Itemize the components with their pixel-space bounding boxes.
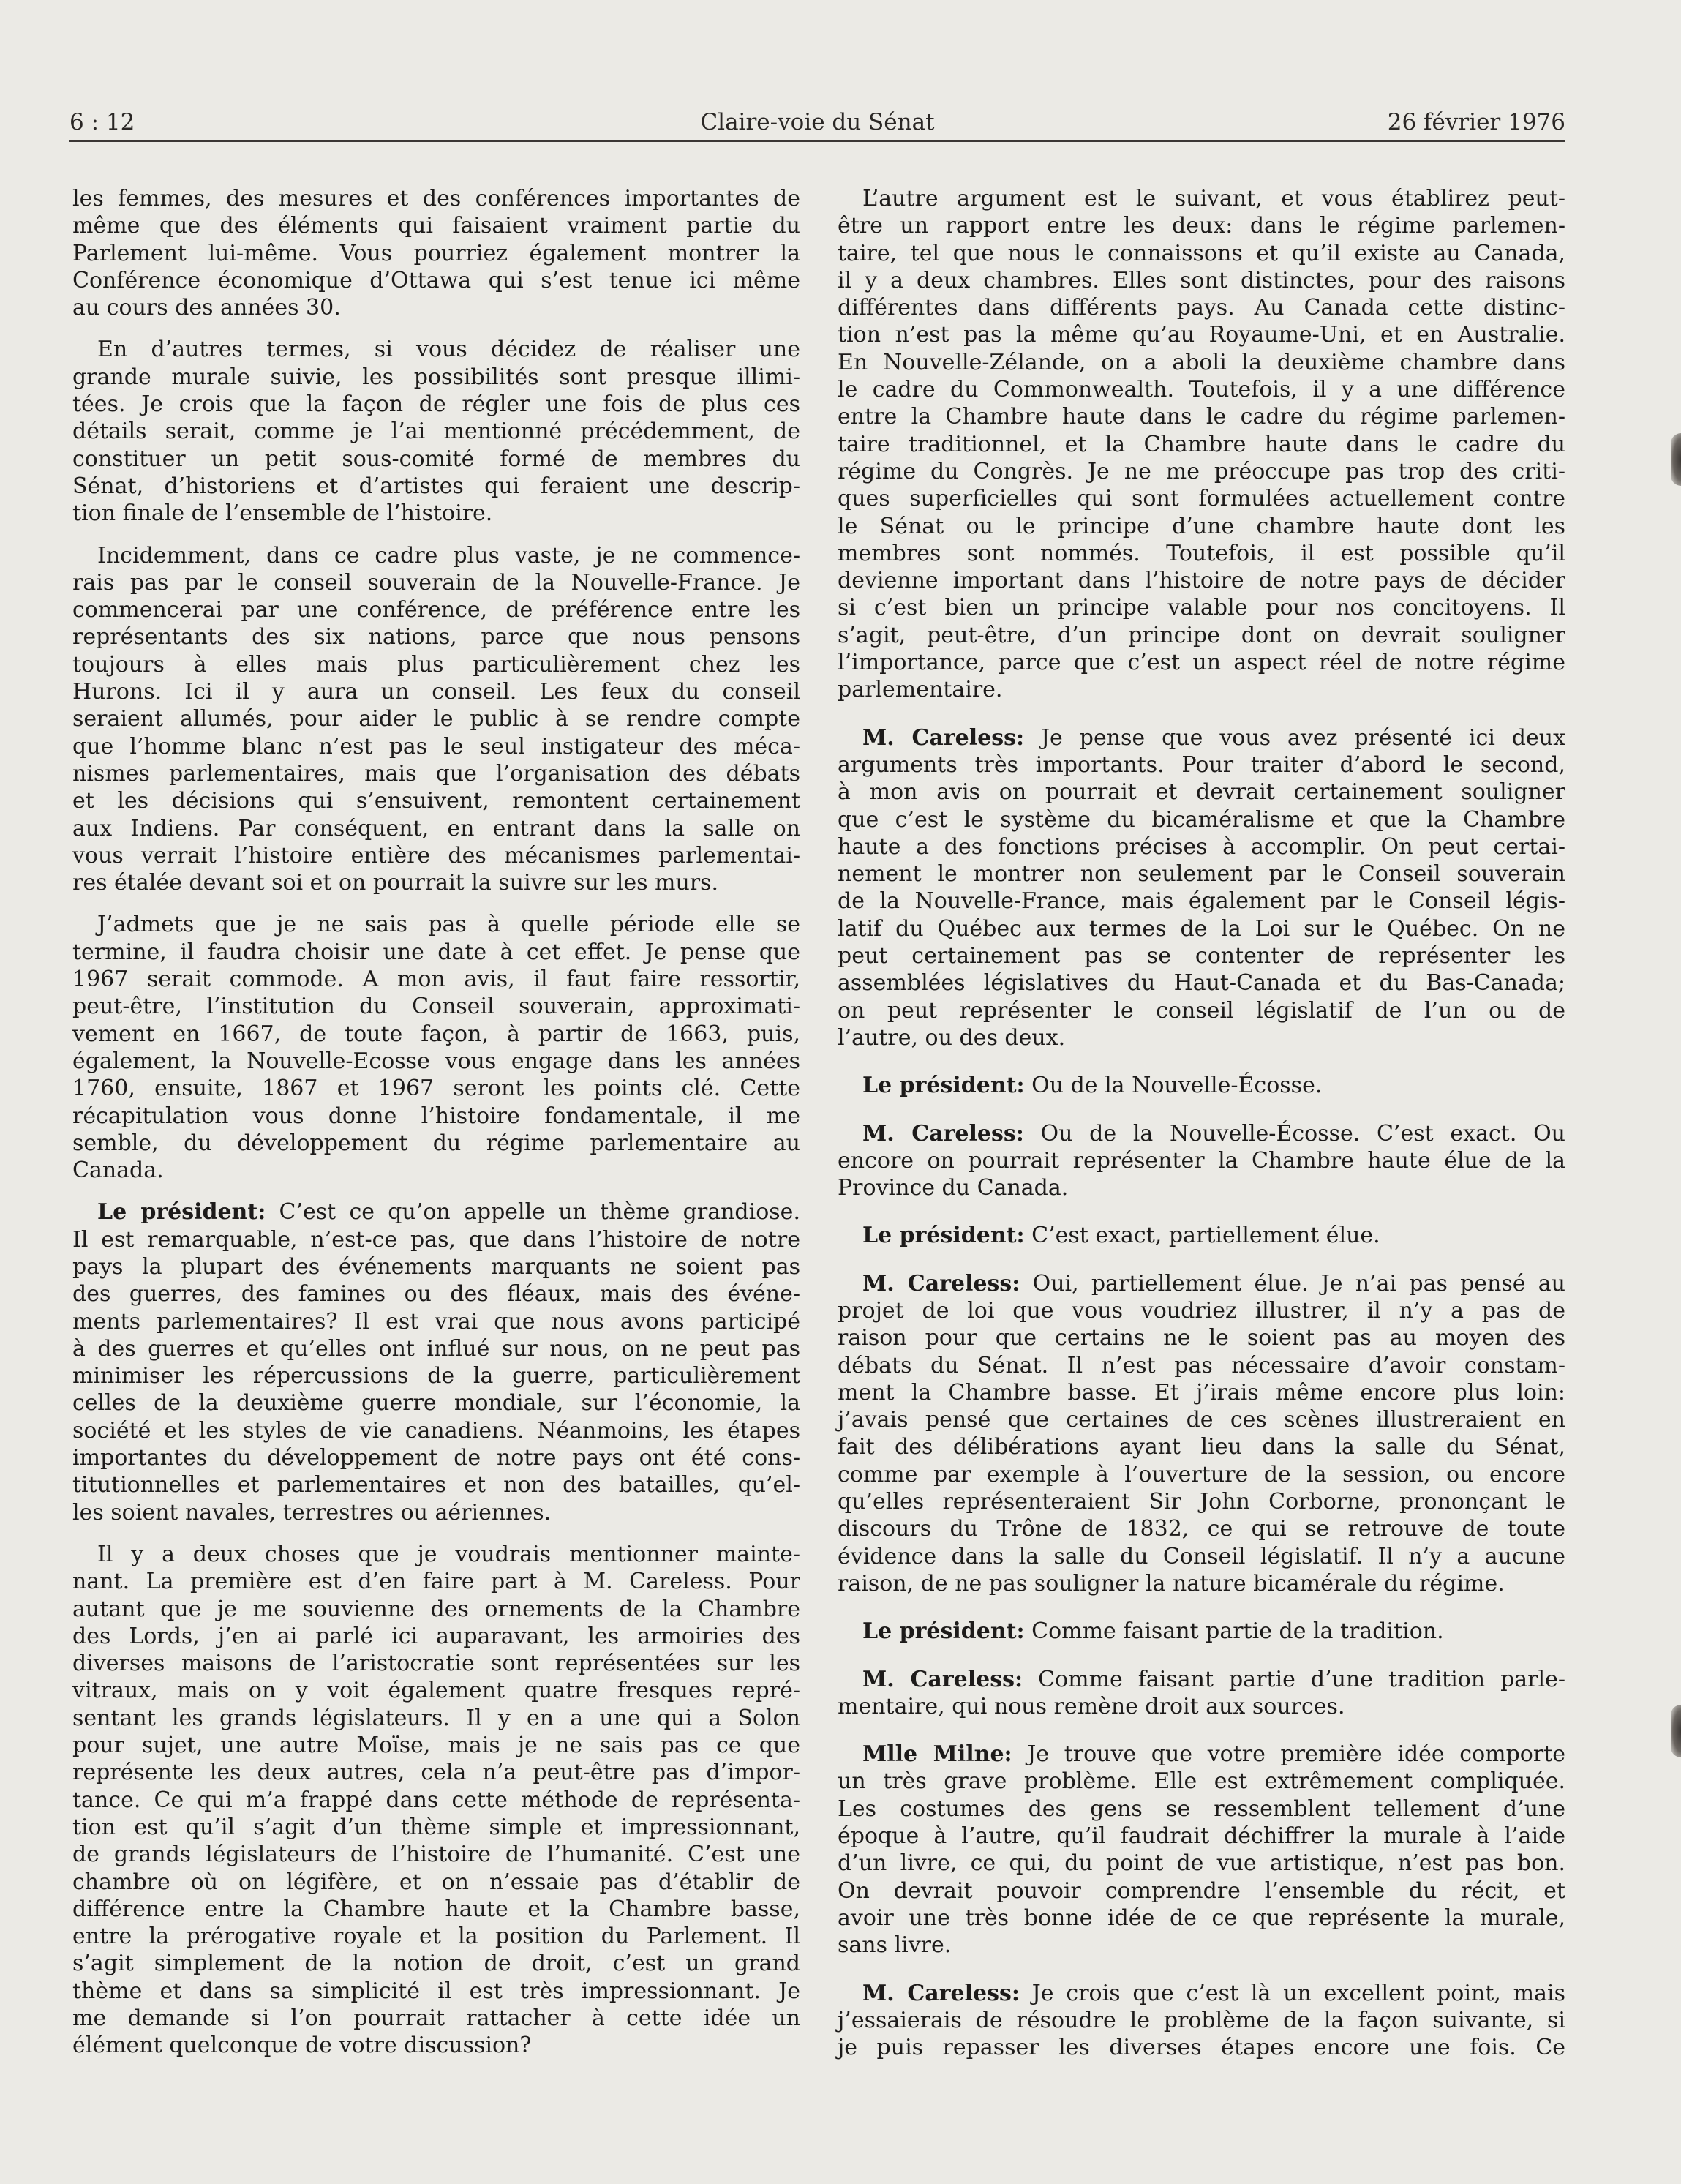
text-line xyxy=(838,267,1565,294)
text-line xyxy=(72,473,800,500)
line-text: J’admets que je ne sais pas à quelle période elle se xyxy=(97,912,800,938)
line-text: de la Nouvelle-France, mais également par le Conseil légis- xyxy=(838,888,1565,915)
text-line xyxy=(72,1732,800,1759)
speaker-name: M. Careless: xyxy=(862,1270,1020,1296)
line-text: tées. Je crois que la façon de régler une fois de plus ces xyxy=(72,391,800,418)
text-line xyxy=(838,1461,1565,1488)
line-text: tion finale de l’ensemble de l’histoire. xyxy=(72,500,493,527)
line-text: ques superficielles qui sont formulées actuellement contre xyxy=(838,486,1565,512)
text-line xyxy=(72,1308,800,1335)
text-line xyxy=(72,1650,800,1677)
text-line xyxy=(838,1379,1565,1406)
text-line xyxy=(72,1157,800,1184)
line-text: tion est qu’il s’agit d’un thème simple et impressionnant, xyxy=(72,1814,800,1840)
text-line xyxy=(838,1147,1565,1174)
text-line xyxy=(838,594,1565,621)
line-text: Je trouve que votre première idée comporte xyxy=(1027,1741,1565,1768)
line-text: les femmes, des mesures et des conférences importantes de xyxy=(72,186,800,211)
line-text: peut-être, l’institution du Conseil souverain, approximati- xyxy=(72,994,800,1020)
text-line xyxy=(838,724,1565,751)
text-line xyxy=(838,1618,1565,1645)
text-line xyxy=(838,1905,1565,1932)
speaker-paragraph xyxy=(838,1222,1565,1249)
line-text: commencerai par une conférence, de préférence entre les xyxy=(72,597,800,623)
line-text: Ou de la Nouvelle-Écosse. C’est exact. Ou xyxy=(1040,1120,1565,1147)
speaker-paragraph xyxy=(838,724,1565,1052)
speaker-name: Le président: xyxy=(862,1223,1025,1249)
page-number: 6 : 12 xyxy=(69,109,135,135)
line-text: débats du Sénat. Il n’est pas nécessaire d’avoir constam- xyxy=(838,1352,1565,1378)
speaker-name: Mlle Milne: xyxy=(862,1741,1012,1768)
line-text: j’essaierais de résoudre le problème de la façon suivante, si xyxy=(838,2007,1565,2033)
text-line xyxy=(838,1174,1565,1201)
line-text: On devrait pouvoir comprendre l’ensemble du récit, et xyxy=(838,1877,1565,1904)
text-line xyxy=(72,418,800,445)
line-text: raison pour que certains ne le soient pas au moyen des xyxy=(838,1325,1565,1351)
line-text: élément quelconque de votre discussion? xyxy=(72,2033,532,2059)
line-text: chambre où on légifère, et on n’essaie pas d’établir de xyxy=(72,1869,800,1895)
text-line xyxy=(72,787,800,814)
text-line xyxy=(72,185,800,212)
line-text: Il y a deux choses que je voudrais mentionner mainte- xyxy=(97,1541,800,1567)
line-text: Parlement lui-même. Vous pourriez également montrer la xyxy=(72,240,800,266)
line-text: encore on pourrait représenter la Chambre haute élue de la xyxy=(838,1147,1565,1174)
text-line xyxy=(72,651,800,678)
text-line xyxy=(72,2032,800,2059)
line-text: vitraux, mais on y voit également quatre fresques repré- xyxy=(72,1678,800,1704)
text-line xyxy=(838,1980,1565,2007)
text-line xyxy=(72,623,800,650)
text-line xyxy=(72,1280,800,1307)
text-line xyxy=(72,1869,800,1896)
text-line xyxy=(838,806,1565,833)
line-text: le cadre du Commonwealth. Toutefois, il y a une différence xyxy=(838,377,1565,403)
text-line xyxy=(838,1877,1565,1905)
line-text: En d’autres termes, si vous décidez de réaliser une xyxy=(97,337,800,363)
text-line xyxy=(838,212,1565,239)
line-text: seraient allumés, pour aider le public à se rendre compte xyxy=(72,706,800,732)
text-line xyxy=(72,1623,800,1650)
line-text: évidence dans la salle du Conseil législatif. Il n’y a aucune xyxy=(838,1543,1565,1569)
text-line xyxy=(72,705,800,732)
line-text: Comme faisant partie de la tradition. xyxy=(1031,1618,1444,1645)
text-line xyxy=(72,1048,800,1075)
line-text: me demande si l’on pourrait rattacher à cette idée un xyxy=(72,2005,800,2031)
text-line xyxy=(72,733,800,760)
text-line xyxy=(838,431,1565,458)
text-line xyxy=(838,1932,1565,1959)
text-line xyxy=(72,842,800,869)
line-text: détails serait, comme je l’ai mentionné précédemment, de xyxy=(72,419,800,445)
text-line xyxy=(838,1850,1565,1877)
line-text: qu’elles représenteraient Sir John Corborne, prononçant le xyxy=(838,1489,1565,1515)
line-text: pour sujet, une autre Moïse, mais je ne sais pas ce que xyxy=(72,1733,800,1759)
publication-title: Claire-voie du Sénat xyxy=(700,109,935,135)
text-line xyxy=(72,212,800,239)
text-line xyxy=(72,1978,800,2005)
line-text: également, la Nouvelle-Ecosse vous engage dans les années xyxy=(72,1048,800,1074)
text-line xyxy=(72,500,800,527)
line-text: ments parlementaires? Il est vrai que nous avons participé xyxy=(72,1308,800,1335)
text-line xyxy=(72,1705,800,1732)
line-text: il y a deux chambres. Elles sont distinctes, pour des raisons xyxy=(838,267,1565,293)
speaker-paragraph xyxy=(72,1198,800,1526)
line-text: taire, tel que nous le connaissons et qu’il existe au Canada, xyxy=(838,240,1565,266)
line-text: 1760, ensuite, 1867 et 1967 seront les points clé. Cette xyxy=(72,1076,800,1102)
line-text: s’agit, peut-être, d’un principe dont on devrait souligner xyxy=(838,622,1565,648)
text-line xyxy=(838,485,1565,512)
text-line xyxy=(72,294,800,321)
text-line xyxy=(838,1324,1565,1351)
text-line xyxy=(838,1741,1565,1768)
text-line xyxy=(72,815,800,842)
binding-shadow-mark xyxy=(1671,1705,1681,1757)
text-line xyxy=(72,1596,800,1623)
text-line xyxy=(72,1896,800,1923)
text-line xyxy=(72,1417,800,1444)
line-text: si c’est bien un principe valable pour nos concitoyens. Il xyxy=(838,595,1565,621)
line-text: Sénat, d’historiens et d’artistes qui feraient une descrip- xyxy=(72,473,800,499)
line-text: et les décisions qui s’ensuivent, remontent certainement xyxy=(72,788,800,814)
text-line xyxy=(838,1488,1565,1515)
text-line xyxy=(72,1499,800,1526)
line-text: res étalée devant soi et on pourrait la suivre sur les murs. xyxy=(72,870,719,896)
line-text: En Nouvelle-Zélande, on a aboli la deuxième chambre dans xyxy=(838,349,1565,375)
speaker-name: Le président: xyxy=(862,1073,1025,1099)
line-text: constituer un petit sous-comité formé de membres du xyxy=(72,446,800,472)
text-line xyxy=(838,1693,1565,1720)
text-line xyxy=(72,911,800,938)
issue-date: 26 février 1976 xyxy=(1387,109,1565,135)
line-text: Ou de la Nouvelle-Écosse. xyxy=(1031,1073,1323,1099)
text-line xyxy=(72,2005,800,2032)
text-line xyxy=(72,1444,800,1471)
text-line xyxy=(72,1253,800,1280)
line-text: ment la Chambre basse. Et j’irais même encore plus loin: xyxy=(838,1379,1565,1406)
text-line xyxy=(72,993,800,1020)
line-text: titutionnelles et parlementaires et non des batailles, qu’el- xyxy=(72,1472,800,1498)
line-text: rais pas par le conseil souverain de la Nouvelle-France. Je xyxy=(72,569,800,596)
text-line xyxy=(72,1950,800,1977)
text-line xyxy=(72,1362,800,1389)
text-line xyxy=(838,294,1565,321)
line-text: tion n’est pas la même qu’au Royaume-Uni, et en Australie. xyxy=(838,322,1565,348)
line-text: des guerres, des famines ou des fléaux, mais des événe- xyxy=(72,1281,800,1307)
text-line xyxy=(838,1515,1565,1542)
line-text: nant. La première est d’en faire part à M. Careless. Pour xyxy=(72,1569,800,1595)
line-text: taire traditionnel, et la Chambre haute dans le cadre du xyxy=(838,431,1565,457)
line-text: au cours des années 30. xyxy=(72,295,341,321)
text-line xyxy=(838,1222,1565,1249)
text-line xyxy=(72,1923,800,1950)
speaker-paragraph xyxy=(838,1618,1565,1645)
line-text: Oui, partiellement élue. Je n’ai pas pensé au xyxy=(1032,1270,1565,1296)
line-text: Canada. xyxy=(72,1157,164,1184)
text-line xyxy=(72,1814,800,1841)
text-line xyxy=(838,1795,1565,1823)
text-line xyxy=(838,649,1565,676)
text-line xyxy=(838,1433,1565,1460)
text-line xyxy=(838,376,1565,403)
text-line xyxy=(72,596,800,623)
text-line xyxy=(838,915,1565,942)
text-line xyxy=(838,321,1565,348)
text-line xyxy=(72,240,800,267)
line-text: diverses maisons de l’aristocratie sont représentées sur les xyxy=(72,1651,800,1677)
line-text: autant que je me souvienne des ornements de la Chambre xyxy=(72,1596,800,1622)
text-line xyxy=(838,1823,1565,1850)
line-text: sans livre. xyxy=(838,1932,952,1959)
running-header xyxy=(69,109,1565,135)
text-line xyxy=(72,1759,800,1786)
text-line xyxy=(838,860,1565,888)
line-text: C’est ce qu’on appelle un thème grandiose. xyxy=(279,1199,800,1226)
speaker-paragraph xyxy=(838,1120,1565,1202)
text-line xyxy=(838,833,1565,860)
line-text: sentant les grands législateurs. Il y en a une qui a Solon xyxy=(72,1705,800,1731)
paragraph xyxy=(72,1541,800,2060)
text-line xyxy=(72,1541,800,1568)
paragraph xyxy=(72,911,800,1184)
line-text: importantes du développement de notre pays ont été cons- xyxy=(72,1445,800,1471)
text-line xyxy=(838,1666,1565,1693)
text-line xyxy=(838,1120,1565,1147)
text-line xyxy=(72,1787,800,1814)
speaker-paragraph xyxy=(838,1741,1565,1959)
text-line xyxy=(838,2007,1565,2034)
text-line xyxy=(72,1103,800,1130)
text-line xyxy=(72,1198,800,1226)
text-line xyxy=(72,336,800,363)
text-line xyxy=(72,1841,800,1868)
binding-shadow-mark xyxy=(1671,433,1681,486)
text-line xyxy=(838,240,1565,267)
speaker-name: M. Careless: xyxy=(862,1666,1023,1692)
line-text: à mon avis on pourrait et devrait certainement souligner xyxy=(838,779,1565,806)
line-text: 1967 serait commode. A mon avis, il faut faire ressortir, xyxy=(72,967,800,993)
text-line xyxy=(72,267,800,294)
paragraph xyxy=(72,542,800,897)
text-line xyxy=(72,1075,800,1102)
line-text: discours du Trône de 1832, ce qui se retrouve de toute xyxy=(838,1516,1565,1542)
text-line xyxy=(838,567,1565,594)
text-line xyxy=(838,1543,1565,1570)
text-line xyxy=(72,446,800,473)
line-text: Conférence économique d’Ottawa qui s’est tenue ici même xyxy=(72,267,800,293)
line-text: thème et dans sa simplicité il est très impressionnant. Je xyxy=(72,1978,800,2004)
line-text: toujours à elles mais plus particulièrement chez les xyxy=(72,651,800,678)
line-text: vous verrait l’histoire entière des mécanismes parlementai- xyxy=(72,842,800,868)
text-line xyxy=(72,939,800,966)
line-text: même que des éléments qui faisaient vraiment partie du xyxy=(72,213,800,239)
line-text: l’autre, ou des deux. xyxy=(838,1024,1066,1051)
text-line xyxy=(72,869,800,896)
line-text: Hurons. Ici il y aura un conseil. Les feux du conseil xyxy=(72,679,800,705)
line-text: les soient navales, terrestres ou aériennes. xyxy=(72,1499,552,1526)
paragraph xyxy=(72,185,800,321)
text-line xyxy=(838,622,1565,649)
text-line xyxy=(72,966,800,993)
line-text: nismes parlementaires, mais que l’organisation des débats xyxy=(72,760,800,787)
line-text: différentes dans différents pays. Au Canada cette distinc- xyxy=(838,295,1565,321)
line-text: Les costumes des gens se ressemblent tellement d’une xyxy=(838,1795,1565,1822)
speaker-name: Le président: xyxy=(862,1618,1025,1645)
line-text: société et les styles de vie canadiens. Néanmoins, les étapes xyxy=(72,1417,800,1444)
line-text: celles de la deuxième guerre mondiale, sur l’économie, la xyxy=(72,1390,800,1416)
line-text: mentaire, qui nous remène droit aux sources. xyxy=(838,1693,1345,1719)
line-text: membres sont nommés. Toutefois, il est possible qu’il xyxy=(838,540,1565,566)
line-text: assemblées législatives du Haut-Canada et du Bas-Canada; xyxy=(838,970,1565,997)
line-text: époque à l’autre, qu’il faudrait déchiffrer la murale à l’aide xyxy=(838,1823,1565,1850)
text-line xyxy=(838,1570,1565,1597)
text-line xyxy=(838,513,1565,540)
line-text: arguments très importants. Pour traiter d’abord le second, xyxy=(838,751,1565,778)
text-line xyxy=(838,997,1565,1024)
line-text: nement le montrer non seulement par le Conseil souverain xyxy=(838,861,1565,888)
line-text: raison, de ne pas souligner la nature bicamérale du régime. xyxy=(838,1570,1505,1596)
line-text: Comme faisant partie d’une tradition parle- xyxy=(1038,1666,1565,1692)
text-line xyxy=(72,1226,800,1253)
text-line xyxy=(72,1021,800,1048)
line-text: représente les deux autres, cela n’a peut-être pas d’impor- xyxy=(72,1760,800,1786)
speaker-name: M. Careless: xyxy=(862,724,1025,751)
text-line xyxy=(838,2034,1565,2061)
speaker-paragraph xyxy=(838,1270,1565,1598)
speaker-name: Le président: xyxy=(97,1199,266,1226)
text-line xyxy=(72,1389,800,1416)
line-text: de grands législateurs de l’histoire de l’humanité. C’est une xyxy=(72,1842,800,1868)
line-text: grande murale suivie, les possibilités sont presque illimi- xyxy=(72,364,800,390)
text-line xyxy=(838,888,1565,915)
line-text: peut certainement pas se contenter de représenter les xyxy=(838,943,1565,969)
line-text: Je crois que c’est là un excellent point, mais xyxy=(1031,1980,1565,2006)
line-text: j’avais pensé que certaines de ces scènes illustreraient en xyxy=(838,1407,1565,1433)
line-text: représentants des six nations, parce que nous pensons xyxy=(72,624,800,650)
text-line xyxy=(838,1352,1565,1379)
line-text: le Sénat ou le principe d’une chambre haute dont les xyxy=(838,513,1565,539)
line-text: des Lords, j’en ai parlé ici auparavant, les armoiries des xyxy=(72,1623,800,1649)
line-text: d’un livre, ce qui, du point de vue artistique, n’est pas bon. xyxy=(838,1850,1565,1877)
text-line xyxy=(72,1677,800,1704)
line-text: un très grave problème. Elle est extrêmement compliquée. xyxy=(838,1768,1565,1795)
paragraph xyxy=(72,336,800,527)
line-text: parlementaire. xyxy=(838,677,1003,703)
line-text: semble, du développement du régime parlementaire au xyxy=(72,1130,800,1156)
text-line xyxy=(838,458,1565,485)
line-text: projet de loi que vous voudriez illustrer, il n’y a pas de xyxy=(838,1297,1565,1324)
speaker-paragraph xyxy=(838,1666,1565,1721)
text-line xyxy=(838,1270,1565,1297)
line-text: avoir une très bonne idée de ce que représente la murale, xyxy=(838,1905,1565,1931)
line-text: on peut représenter le conseil législatif de l’un ou de xyxy=(838,997,1565,1024)
line-text: fait des délibérations ayant lieu dans la salle du Sénat, xyxy=(838,1434,1565,1460)
text-line xyxy=(72,391,800,418)
line-text: Il est remarquable, n’est-ce pas, que dans l’histoire de notre xyxy=(72,1226,800,1253)
text-line xyxy=(838,185,1565,212)
speaker-paragraph xyxy=(838,1980,1565,2062)
line-text: entre la prérogative royale et la position du Parlement. Il xyxy=(72,1924,800,1950)
line-text: termine, il faudra choisir une date à cet effet. Je pense que xyxy=(72,939,800,965)
text-line xyxy=(72,542,800,569)
line-text: haute a des fonctions précises à accomplir. On peut certai- xyxy=(838,833,1565,860)
line-text: pays la plupart des événements marquants ne soient pas xyxy=(72,1253,800,1280)
line-text: C’est exact, partiellement élue. xyxy=(1031,1223,1380,1249)
line-text: l’importance, parce que c’est un aspect réel de notre régime xyxy=(838,650,1565,676)
line-text: que l’homme blanc n’est pas le seul instigateur des méca- xyxy=(72,733,800,759)
line-text: à des guerres et qu’elles ont influé sur nous, on ne peut pas xyxy=(72,1335,800,1362)
line-text: tance. Ce qui m’a frappé dans cette méthode de représenta- xyxy=(72,1787,800,1813)
text-line xyxy=(838,349,1565,376)
text-line xyxy=(72,569,800,596)
line-text: je puis repasser les diverses étapes encore une fois. Ce xyxy=(838,2035,1565,2061)
line-text: latif du Québec aux termes de la Loi sur le Québec. On ne xyxy=(838,915,1565,942)
text-line xyxy=(838,778,1565,806)
line-text: Province du Canada. xyxy=(838,1175,1069,1201)
speaker-name: M. Careless: xyxy=(862,1980,1020,2006)
paragraph xyxy=(838,185,1565,704)
line-text: récapitulation vous donne l’histoire fondamentale, il me xyxy=(72,1103,800,1129)
speaker-name: M. Careless: xyxy=(862,1120,1024,1147)
text-line xyxy=(838,942,1565,969)
text-line xyxy=(72,364,800,391)
line-text: régime du Congrès. Je ne me préoccupe pas trop des criti- xyxy=(838,458,1565,484)
text-line xyxy=(838,676,1565,703)
line-text: comme par exemple à l’ouverture de la session, ou encore xyxy=(838,1461,1565,1487)
text-line xyxy=(838,403,1565,430)
text-line xyxy=(72,1471,800,1498)
text-line xyxy=(838,969,1565,997)
line-text: Je pense que vous avez présenté ici deux xyxy=(1041,724,1565,751)
right-column xyxy=(838,185,1565,2061)
text-line xyxy=(72,1335,800,1362)
text-line xyxy=(838,540,1565,567)
text-line xyxy=(838,1297,1565,1324)
line-text: s’agit simplement de la notion de droit, c’est un grand xyxy=(72,1951,800,1977)
text-line xyxy=(72,760,800,787)
line-text: Incidemment, dans ce cadre plus vaste, je ne commence- xyxy=(97,542,800,568)
line-text: différence entre la Chambre haute et la Chambre basse, xyxy=(72,1896,800,1922)
text-line xyxy=(838,1768,1565,1795)
line-text: que c’est le système du bicaméralisme et que la Chambre xyxy=(838,806,1565,833)
header-rule xyxy=(69,140,1565,142)
text-line xyxy=(838,751,1565,778)
line-text: minimiser les répercussions de la guerre, particulièrement xyxy=(72,1363,800,1389)
text-line xyxy=(838,1406,1565,1433)
text-line xyxy=(72,678,800,705)
speaker-paragraph xyxy=(838,1072,1565,1099)
line-text: être un rapport entre les deux: dans le régime parlemen- xyxy=(838,213,1565,239)
text-line xyxy=(838,1024,1565,1051)
line-text: aux Indiens. Par conséquent, en entrant dans la salle on xyxy=(72,815,800,841)
text-line xyxy=(72,1130,800,1157)
text-line xyxy=(838,1072,1565,1099)
line-text: entre la Chambre haute dans le cadre du régime parlemen- xyxy=(838,404,1565,430)
line-text: vement en 1667, de toute façon, à partir de 1663, puis, xyxy=(72,1021,800,1047)
text-line xyxy=(72,1568,800,1595)
line-text: devienne important dans l’histoire de notre pays de décider xyxy=(838,568,1565,594)
left-column xyxy=(72,185,800,2060)
line-text: L’autre argument est le suivant, et vous établirez peut- xyxy=(862,186,1565,211)
